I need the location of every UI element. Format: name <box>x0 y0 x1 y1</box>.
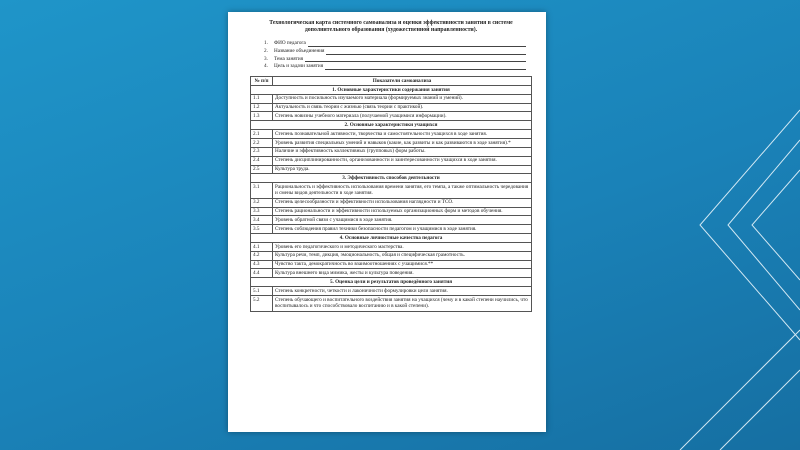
analysis-table <box>250 76 532 311</box>
table-row <box>251 130 532 139</box>
row-number: 3.5 <box>251 225 273 234</box>
table-row <box>251 147 532 156</box>
field-number: 2. <box>264 48 268 55</box>
table-row <box>251 242 532 251</box>
header-number: № п/п <box>251 77 273 86</box>
section-title: 4. Основные личностные качества педагога <box>251 234 532 243</box>
row-number: 1.2 <box>251 103 273 112</box>
row-number: 3.1 <box>251 183 273 199</box>
row-number: 3.3 <box>251 207 273 216</box>
row-text: Чувство такта, демократичность во взаимоотношениях с учащимися.** <box>273 260 532 269</box>
section-header-row <box>251 234 532 243</box>
field-label: ФИО педагога <box>274 40 306 47</box>
row-text: Степень целесообразности и эффективности использования наглядности и ТСО. <box>273 198 532 207</box>
table-row <box>251 156 532 165</box>
table-header-row <box>251 77 532 86</box>
row-text: Культура труда. <box>273 165 532 174</box>
row-text: Степень соблюдения правил техники безопасности педагогом и учащимися в ходе занятия. <box>273 225 532 234</box>
table-row <box>251 251 532 260</box>
row-text: Степень конкретности, четкости и лаконичности формулировки цели занятия. <box>273 287 532 296</box>
table-row <box>251 269 532 278</box>
field-number: 4. <box>264 63 268 70</box>
row-number: 4.1 <box>251 242 273 251</box>
field-label: Цель и задачи занятия <box>274 63 324 70</box>
table-row <box>251 165 532 174</box>
table-row <box>251 287 532 296</box>
section-title: 3. Эффективность способов деятельности <box>251 174 532 183</box>
table-row <box>251 112 532 121</box>
row-text: Культура внешнего вида мимика, жесты и культура поведения. <box>273 269 532 278</box>
table-row <box>251 296 532 312</box>
row-number: 4.2 <box>251 251 273 260</box>
row-number: 3.2 <box>251 198 273 207</box>
row-number: 5.2 <box>251 296 273 312</box>
row-text: Культура речи, темп, дикция, эмоциональность, общая и специфическая грамотность. <box>273 251 532 260</box>
row-text: Актуальность и связь теории с жизнью (связь теории с практикой). <box>273 103 532 112</box>
row-text: Степень познавательной активности, творчества и самостоятельности учащихся в ходе занятия. <box>273 130 532 139</box>
section-title: 5. Оценка цели и результатов проведённого занятия <box>251 278 532 287</box>
row-number: 2.2 <box>251 139 273 148</box>
row-number: 2.3 <box>251 147 273 156</box>
section-header-row <box>251 174 532 183</box>
row-number: 2.4 <box>251 156 273 165</box>
row-text: Наличие и эффективность коллективных (групповых) форм работы. <box>273 147 532 156</box>
row-number: 1.3 <box>251 112 273 121</box>
document-title: Технологическая карта системного самоанализа и оценки эффективности занятия в системе дополнительного образования (художественной направленности). <box>269 20 513 34</box>
table-row <box>251 139 532 148</box>
row-text: Уровень развития специальных умений и навыков (какие, как развиты и как развиваются в ходе занятия).* <box>273 139 532 148</box>
document-field <box>264 56 532 63</box>
row-text: Степень дисциплинированности, организованности и заинтересованности учащихся в ходе занятия. <box>273 156 532 165</box>
section-header-row <box>251 121 532 130</box>
document-page <box>228 12 546 432</box>
table-row <box>251 183 532 199</box>
table-row <box>251 103 532 112</box>
field-blank-line <box>308 40 526 47</box>
document-field <box>264 63 532 70</box>
row-number: 4.3 <box>251 260 273 269</box>
row-number: 2.5 <box>251 165 273 174</box>
section-header-row <box>251 278 532 287</box>
row-text: Степень новизны учебного материала (получаемой учащимися информации). <box>273 112 532 121</box>
row-number: 2.1 <box>251 130 273 139</box>
header-indicators: Показатели самоанализа <box>273 77 532 86</box>
row-text: Доступность и посильность изучаемого материала (формируемых знаний и умений). <box>273 94 532 103</box>
row-text: Степень рациональности и эффективности используемых организационных форм и методов обучения. <box>273 207 532 216</box>
field-label: Тема занятия <box>274 55 304 62</box>
section-title: 1. Основные характеристики содержания занятия <box>251 85 532 94</box>
document-field <box>264 48 532 55</box>
field-blank-line <box>305 56 526 63</box>
field-number: 1. <box>264 40 268 47</box>
table-row <box>251 216 532 225</box>
field-blank-line <box>326 48 526 55</box>
row-text: Уровень обратной связи с учащимися в ходе занятия. <box>273 216 532 225</box>
table-row <box>251 198 532 207</box>
document-fields <box>264 40 532 70</box>
section-header-row <box>251 85 532 94</box>
table-row <box>251 207 532 216</box>
table-row <box>251 225 532 234</box>
table-row <box>251 260 532 269</box>
row-text: Степень обучающего и воспитательного воздействия занятия на учащихся (чему и в какой степени научились, что воспитывалось и что способствовало воспитанию и в какой степени). <box>273 296 532 312</box>
table-row <box>251 94 532 103</box>
document-field <box>264 40 532 47</box>
section-title: 2. Основные характеристики учащихся <box>251 121 532 130</box>
field-label: Название объединения <box>274 48 325 55</box>
row-text: Уровень его педагогического и методического мастерства. <box>273 242 532 251</box>
row-text: Рациональность и эффективность использования времени занятия, его темпа, а также оптимальность чередования и смены видов деятельности в ходе занятия. <box>273 183 532 199</box>
field-number: 3. <box>264 55 268 62</box>
row-number: 4.4 <box>251 269 273 278</box>
row-number: 3.4 <box>251 216 273 225</box>
row-number: 1.1 <box>251 94 273 103</box>
field-blank-line <box>325 63 526 70</box>
row-number: 5.1 <box>251 287 273 296</box>
